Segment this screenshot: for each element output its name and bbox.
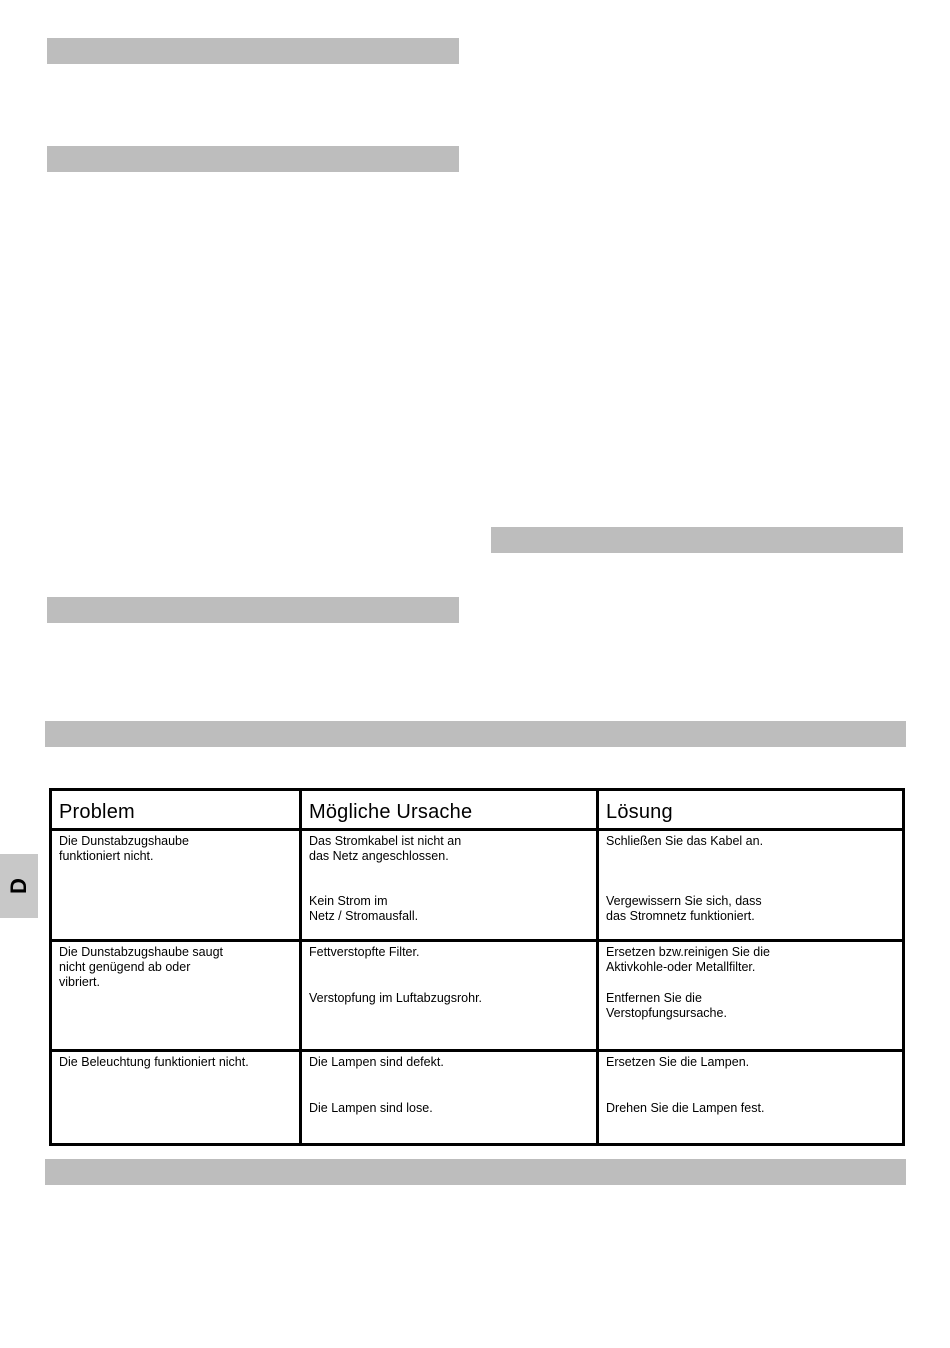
- table-row: [51, 941, 904, 1051]
- section-bar-1: [47, 38, 459, 64]
- problem-cell: Die Beleuchtung funktioniert nicht.: [51, 1051, 301, 1145]
- header-problem: Problem: [51, 790, 301, 830]
- solution-cell: Schließen Sie das Kabel an. Vergewissern Sie sich, dass das Stromnetz funktioniert.: [598, 830, 904, 941]
- problem-cell: Die Dunstabzugshaube funktioniert nicht.: [51, 830, 301, 941]
- header-solution: Lösung: [598, 790, 904, 830]
- problem-cell: Die Dunstabzugshaube saugt nicht genügend ab oder vibriert.: [51, 941, 301, 1051]
- language-tab-label: D: [5, 878, 31, 894]
- table-row: [51, 1051, 904, 1145]
- table-row: [51, 830, 904, 941]
- cause-cell: Das Stromkabel ist nicht an das Netz angeschlossen. Kein Strom im Netz / Stromausfall.: [301, 830, 598, 941]
- section-bar-3: [491, 527, 903, 553]
- section-bar-4: [47, 597, 459, 623]
- language-tab: [0, 854, 38, 918]
- solution-cell: Ersetzen Sie die Lampen. Drehen Sie die Lampen fest.: [598, 1051, 904, 1145]
- header-cause: Mögliche Ursache: [301, 790, 598, 830]
- cause-cell: Die Lampen sind defekt. Die Lampen sind lose.: [301, 1051, 598, 1145]
- solution-cell: Ersetzen bzw.reinigen Sie die Aktivkohle-oder Metallfilter. Entfernen Sie die Verstopfungsursache.: [598, 941, 904, 1051]
- section-bar-troubleshooting: [45, 721, 906, 747]
- cause-cell: Fettverstopfte Filter. Verstopfung im Luftabzugsrohr.: [301, 941, 598, 1051]
- section-bar-2: [47, 146, 459, 172]
- table-header-row: [51, 790, 904, 830]
- troubleshooting-table: [49, 788, 905, 1146]
- section-bar-bottom: [45, 1159, 906, 1185]
